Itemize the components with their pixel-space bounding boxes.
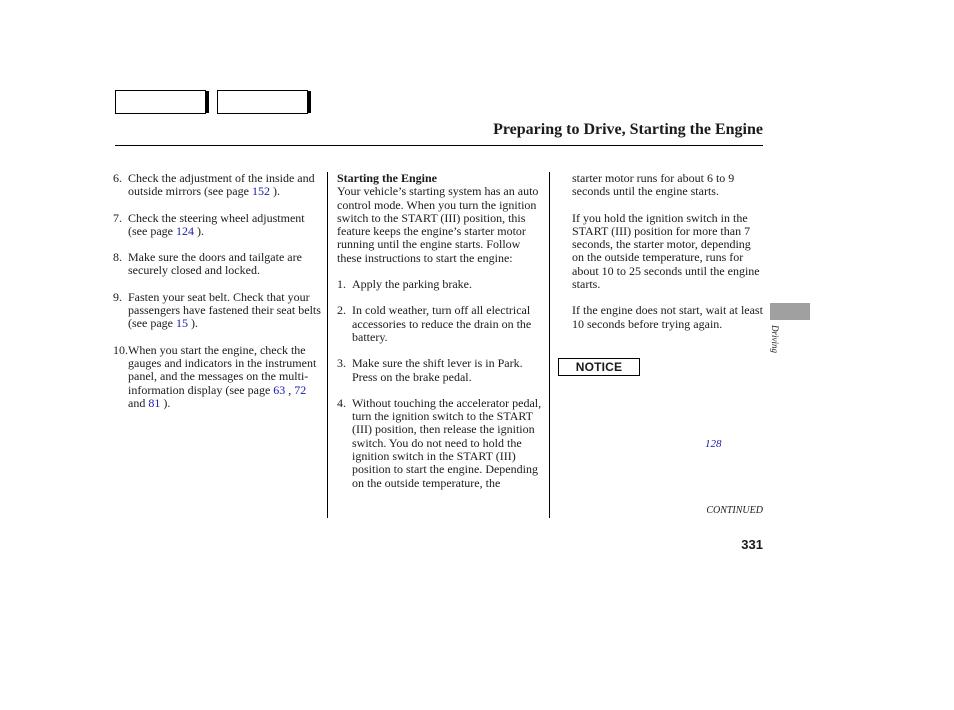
- step-item: [337, 278, 545, 291]
- item-number: 8.: [113, 250, 122, 265]
- item-text: Fasten your seat belt. Check that your passengers have fastened their seat belts (see page: [128, 289, 321, 331]
- page-link[interactable]: 128: [705, 438, 722, 450]
- column-continuation: [572, 172, 764, 331]
- item-text: ).: [187, 316, 198, 331]
- column-divider: [549, 172, 550, 518]
- nav-box-index[interactable]: [217, 90, 308, 114]
- column-starting-engine: [337, 172, 545, 490]
- column-checklist: [113, 172, 323, 410]
- item-text: ,: [285, 382, 295, 397]
- list-item: [113, 251, 323, 278]
- paragraph: starter motor runs for about 6 to 9 seconds until the engine starts.: [572, 171, 735, 199]
- list-item: [113, 291, 323, 331]
- item-text: When you start the engine, check the gauges and indicators in the instrument panel, and the messages on the multi-information display (see page: [128, 342, 317, 397]
- item-number: 7.: [113, 210, 122, 225]
- page-number: 331: [741, 537, 763, 552]
- nav-box-shadow: [206, 91, 209, 113]
- step-text: Without touching the accelerator pedal, turn the ignition switch to the START (III) position, then release the ignition switch. You do not need to hold the ignition switch in the START (III) position to start the engine. Depending on the outside temperature, the: [352, 395, 542, 490]
- list-item: [113, 344, 323, 410]
- title-rule: [115, 145, 763, 146]
- paragraph: If the engine does not start, wait at least 10 seconds before trying again.: [572, 303, 763, 331]
- item-text: Make sure the doors and tailgate are securely closed and locked.: [128, 250, 302, 278]
- step-text: Apply the parking brake.: [352, 277, 472, 292]
- step-number: 3.: [337, 356, 346, 371]
- side-tab-text: Driving: [770, 325, 780, 353]
- page-link[interactable]: 81: [148, 395, 161, 410]
- paragraph: If you hold the ignition switch in the START (III) position for more than 7 seconds, the starter motor, depending on the outside temperature, runs for about 10 to 25 seconds until the engine starts.: [572, 210, 760, 292]
- page-link[interactable]: 63: [273, 382, 286, 397]
- step-text: In cold weather, turn off all electrical accessories to reduce the drain on the battery.: [352, 303, 532, 344]
- section-heading: Starting the Engine: [337, 171, 438, 185]
- step-number: 2.: [337, 303, 346, 318]
- side-tab-label: [768, 325, 782, 365]
- step-number: 1.: [337, 277, 346, 292]
- item-text: ).: [269, 184, 280, 199]
- continued-label: CONTINUED: [706, 505, 763, 516]
- page-title: Preparing to Drive, Starting the Engine: [493, 121, 763, 138]
- page-link[interactable]: 152: [251, 184, 270, 199]
- list-item: [113, 212, 323, 239]
- item-number: 10.: [113, 342, 128, 357]
- item-number: 9.: [113, 289, 122, 304]
- item-text: Check the adjustment of the inside and outside mirrors (see page: [128, 171, 315, 199]
- section-intro: Your vehicle’s starting system has an auto control mode. When you turn the ignition switch to the START (III) position, this feature keeps the engine’s starter motor running until the engine starts. Follow these instructions to start the engine:: [337, 184, 539, 265]
- page-link[interactable]: 15: [175, 316, 188, 331]
- item-number: 6.: [113, 171, 122, 185]
- section-tab[interactable]: [770, 303, 810, 320]
- item-text: and: [128, 395, 149, 410]
- step-text: Make sure the shift lever is in Park. Press on the brake pedal.: [352, 356, 523, 384]
- step-item: [337, 397, 545, 490]
- step-item: [337, 304, 545, 344]
- notice-label: NOTICE: [558, 358, 640, 376]
- column-divider: [327, 172, 328, 518]
- item-text: ).: [160, 395, 171, 410]
- nav-box-contents[interactable]: [115, 90, 206, 114]
- step-number: 4.: [337, 395, 346, 410]
- item-text: Check the steering wheel adjustment (see page: [128, 210, 305, 238]
- list-item: [113, 172, 323, 199]
- page-link[interactable]: 124: [175, 223, 194, 238]
- page-link[interactable]: 72: [294, 382, 307, 397]
- nav-box-shadow: [308, 91, 311, 113]
- item-text: ).: [193, 223, 204, 238]
- step-item: [337, 357, 545, 384]
